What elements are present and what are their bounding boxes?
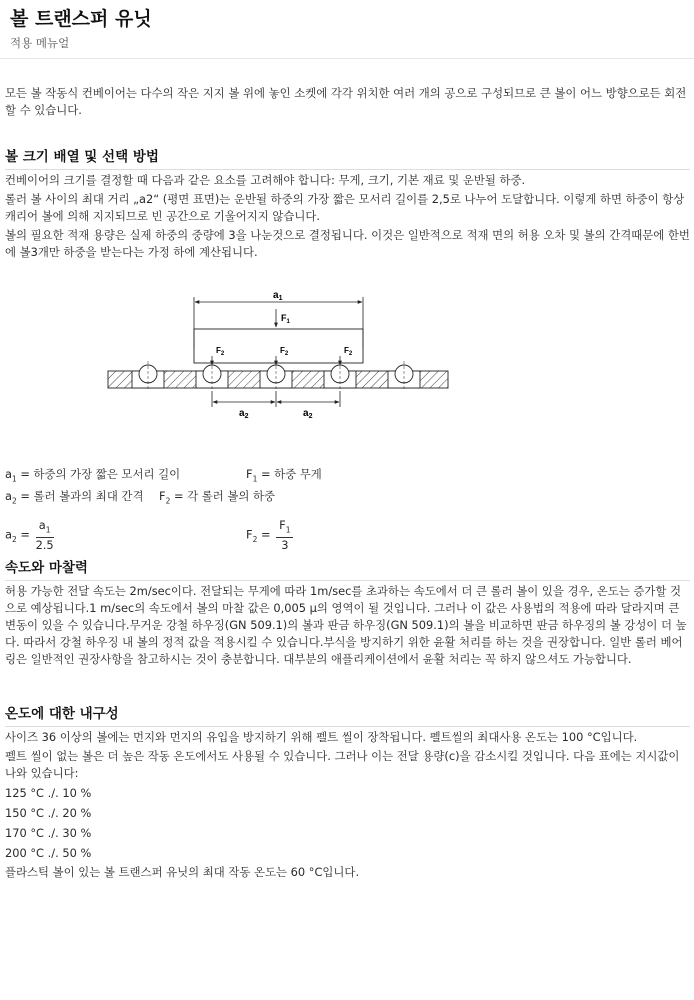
section1-paragraph-2: 롤러 볼 사이의 최대 거리 „a2“ (평면 표면)는 운반될 하중의 가장 짧은 모서리 길이를 2,5로 나누어 도달합니다. 이렇게 하면 하중이 항상 캐리어 볼에 의해 지지되므로 빈 공간으로 기울어지지 않습니다. (5, 192, 685, 223)
legend-f1: $F_1$ = 하중 무게 (246, 467, 322, 484)
diagram-svg (5, 261, 694, 466)
temperature-item: 200 °C ./. 50 % (5, 846, 92, 860)
legend-a2: $a_2$ = 롤러 볼과의 최대 간격 (5, 489, 144, 506)
section-ball-size (5, 145, 690, 261)
section1-paragraph-1: 컨베이어의 크기를 결정할 때 다음과 같은 요소를 고려해야 합니다: 무게, 크기, 기본 재료 및 운반될 하중. (5, 173, 526, 187)
section-heading-ball-size: 볼 크기 배열 및 선택 방법 (5, 145, 690, 170)
section-speed-friction (5, 556, 690, 668)
label-a1: $a_1$ (273, 290, 283, 302)
section-temperature (5, 702, 690, 881)
label-f1: $F_1$ (281, 313, 290, 325)
roller-ball (132, 361, 164, 391)
formula-a2-fraction: $\frac{a_1}{2.5}$ (35, 518, 54, 553)
roller-ball (196, 361, 228, 391)
load-distribution-diagram (5, 261, 690, 466)
label-f2-1: $F_2$ (216, 346, 225, 357)
page-subtitle: 적용 메뉴얼 (10, 36, 70, 50)
temperature-item: 125 °C ./. 10 % (5, 786, 92, 800)
formula-f2: $F_2$ = $\frac{F_1}{3}$ (246, 518, 293, 552)
legend-f2: $F_2$ = 각 롤러 볼의 하중 (159, 489, 276, 506)
intro-paragraph: 모든 볼 작동식 컨베이어는 다수의 작은 지지 볼 위에 놓인 소켓에 각각 위치한 여러 개의 공으로 구성되므로 큰 볼이 어느 방향으로든 회전할 수 있습니다. (5, 86, 687, 117)
temperature-item: 150 °C ./. 20 % (5, 806, 92, 820)
section-heading-speed-friction: 속도와 마찰력 (5, 556, 690, 581)
page-title: 볼 트랜스퍼 유닛 (10, 8, 152, 30)
section2-paragraph: 허용 가능한 전달 속도는 2m/sec이다. 전달되는 무게에 따라 1m/sec를 초과하는 속도에서 더 큰 롤러 볼이 있을 경우, 온도는 증가할 것으로 예상됩니다.1 m/sec의 속도에서 볼의 마찰 값은 0,005 µ의 영역이 될 것입니다. 그러나 이 값은 사용법의 적용에 따라 달라지며 큰 변동이 있을 수 있습니다.무거운 강철 하우징(GN 509.1)의 볼과 판금 하우징(GN 509.1)의 볼을 비교하면 판금 하우징의 볼 강성이 더 높다. 따라서 강철 하우징 내 볼의 정적 값을 적용시킬 수 있습니다.부식을 방지하기 위한 윤활 처리를 하는 것을 권장합니다. 일반 롤러 베어링은 일반적인 권장사항을 참고하시는 것이 충분합니다. 대부분의 애플리케이션에서 윤활 처리는 꼭 하지 않으셔도 가능합니다. (5, 584, 687, 666)
temperature-item: 170 °C ./. 30 % (5, 826, 92, 840)
main-content (0, 85, 694, 881)
roller-ball (388, 361, 420, 391)
formula-a2: $a_2$ = $\frac{a_1}{2.5}$ (5, 518, 54, 553)
roller-ball (324, 361, 356, 391)
section-heading-temperature: 온도에 대한 내구성 (5, 702, 690, 727)
section3-paragraph-1: 사이즈 36 이상의 볼에는 먼지와 먼지의 유입을 방지하기 위해 펠트 씰이 장착됩니다. 펠트씰의 최대사용 온도는 100 °C입니다. (5, 730, 638, 744)
legend-a1: $a_1$ = 하중의 가장 짧은 모서리 길이 (5, 467, 181, 484)
label-f2-2: $F_2$ (280, 346, 289, 357)
formula-f2-fraction: $\frac{F_1}{3}$ (276, 518, 293, 552)
section3-paragraph-2: 펠트 씰이 없는 볼은 더 높은 작동 온도에서도 사용될 수 있습니다. 그러나 이는 전달 용량(c)을 감소시킬 것입니다. 다음 표에는 지시값이 나와 있습니다: (5, 749, 680, 780)
label-a2-left: $a_2$ (239, 408, 249, 420)
diagram-legend (5, 466, 690, 556)
roller-ball (260, 361, 292, 391)
page-header (0, 0, 694, 59)
section1-paragraph-3: 볼의 필요한 적재 용량은 실제 하중의 중량에 3을 나눈것으로 결정됩니다. 이것은 일반적으로 적재 면의 허용 오차 및 볼의 간격때문에 한번에 볼3개만 하중을 받는다는 가정 하에 계산됩니다. (5, 228, 690, 259)
temperature-list (5, 785, 690, 862)
label-f2-3: $F_2$ (344, 346, 353, 357)
label-a2-right: $a_2$ (303, 408, 313, 420)
section3-closing: 플라스틱 볼이 있는 볼 트랜스퍼 유닛의 최대 작동 온도는 60 °C입니다. (5, 865, 360, 879)
